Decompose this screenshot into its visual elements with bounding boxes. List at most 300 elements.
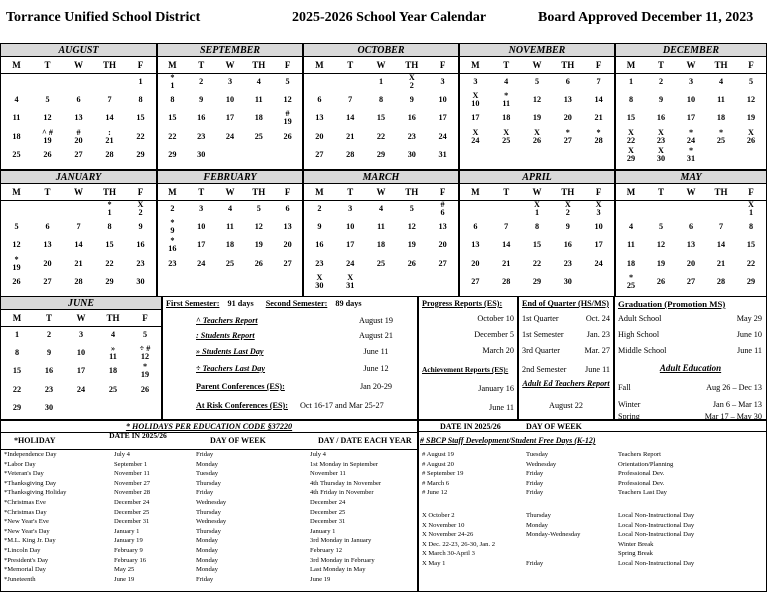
day-cell: 23	[563, 258, 572, 268]
day-cell: 28	[105, 149, 114, 159]
weekday-header: TH	[94, 184, 125, 200]
holiday-cell: Monday	[196, 547, 218, 554]
day-cell: 13	[686, 240, 696, 250]
day-cell: 14	[502, 240, 511, 250]
achievement-title: Achievement Reports (ES):	[422, 365, 509, 374]
page-header	[0, 0, 768, 40]
holiday-cell: Thursday	[196, 508, 221, 516]
day-cell: 24	[594, 258, 603, 268]
day-cell: 5	[256, 204, 261, 214]
day-cell: X 26	[746, 127, 756, 145]
holiday-cell: *Memorial Day	[4, 566, 46, 574]
weekday-header: M	[158, 57, 187, 73]
weekday-header: TH	[396, 184, 427, 200]
day-cell: 12	[407, 222, 416, 232]
day-cell	[616, 200, 646, 218]
day-cell: 30	[563, 276, 572, 286]
day-cell: 15	[12, 366, 22, 376]
quarter-name: 3rd Quarter	[522, 346, 560, 355]
month-january	[0, 170, 157, 297]
day-cell: 8	[628, 95, 634, 105]
weekday-header: W	[522, 184, 553, 200]
graduation-date: June 11	[737, 346, 762, 355]
weekday-header: TH	[244, 184, 273, 200]
day-cell	[583, 273, 614, 291]
staff-cell: Local Non-Instructional Day	[618, 512, 695, 519]
holiday-cell: Thursday	[196, 479, 221, 487]
day-cell: 19	[656, 258, 666, 268]
staff-cell: X October 2	[422, 512, 455, 519]
key-date-value: Jan 20-29	[359, 382, 393, 391]
day-cell: 23	[315, 258, 324, 268]
day-cell: 16	[563, 240, 572, 250]
holiday-cell: Friday	[196, 575, 214, 583]
staff-cell: Friday	[526, 479, 544, 487]
staff-cell: # March 6	[422, 479, 450, 487]
staff-cell: Monday-Wednesday	[526, 531, 581, 539]
staff-cell: Orientation/Planning	[618, 460, 674, 468]
weekday-header: W	[216, 184, 245, 200]
day-cell: 27	[283, 258, 292, 268]
weekday-header: TH	[706, 57, 736, 73]
day-cell: 22	[746, 258, 756, 268]
day-cell: X 3	[595, 200, 602, 218]
day-cell: 5	[658, 222, 664, 232]
day-cell: 20	[471, 258, 480, 268]
holiday-cell: 4th Friday in November	[310, 489, 374, 497]
holiday-cell: Last Monday in May	[310, 566, 366, 574]
day-cell: 6	[317, 95, 322, 105]
second-semester-label: Second Semester:	[265, 299, 328, 308]
day-cell: 10	[686, 95, 696, 105]
holiday-cell: January 1	[114, 527, 140, 535]
holidays-divider	[0, 432, 418, 433]
day-cell: 26	[656, 276, 666, 286]
day-cell	[646, 200, 676, 218]
day-cell: 22	[532, 258, 542, 268]
day-cell: 27	[43, 276, 52, 286]
staff-cell: Winter Break	[618, 540, 654, 548]
day-cell: 8	[534, 222, 540, 232]
holiday-cell: *Christmas Eve	[4, 499, 46, 506]
day-cell: 10	[438, 95, 447, 105]
weekday-header: T	[187, 184, 216, 200]
staff-cell: Teachers Last Day	[618, 489, 667, 497]
month-december	[615, 43, 767, 170]
day-cell: 12	[43, 113, 52, 123]
day-cell: 11	[226, 222, 234, 232]
day-cell: 27	[686, 276, 696, 286]
holiday-cell: Friday	[196, 451, 214, 458]
graduation-school: Middle School	[618, 346, 667, 355]
day-cell: 17	[225, 113, 235, 123]
day-cell: 14	[105, 113, 114, 123]
day-cell	[129, 399, 161, 417]
day-cell: * 9	[170, 218, 175, 236]
weekday-header: TH	[706, 184, 736, 200]
holiday-cell: July 4	[114, 451, 130, 458]
day-cell: 6	[473, 222, 478, 232]
day-cell: 3	[78, 330, 84, 340]
day-cell: 16	[315, 240, 324, 250]
day-cell: 19	[532, 113, 542, 123]
day-cell: 9	[658, 95, 664, 105]
day-cell	[187, 273, 216, 291]
day-cell: 24	[76, 384, 86, 394]
progress-date-3: March 20	[482, 346, 514, 355]
day-cell: 7	[107, 95, 112, 105]
day-cell: X 2	[137, 200, 144, 218]
holiday-cell: Monday	[196, 556, 218, 564]
day-cell: 29	[532, 276, 542, 286]
holiday-cell: *Christmas Day	[4, 508, 47, 516]
day-cell: X 24	[471, 127, 480, 145]
day-cell	[32, 200, 63, 218]
weekday-header: F	[273, 57, 302, 73]
month-october	[303, 43, 459, 170]
weekday-header: T	[646, 57, 676, 73]
month-september	[157, 43, 303, 170]
day-cell: 14	[74, 240, 83, 250]
day-cell	[427, 273, 458, 291]
holiday-cell: *Labor Day	[4, 460, 36, 468]
weekday-header: F	[129, 310, 161, 326]
day-cell: 26	[283, 131, 292, 141]
weekday-header: F	[736, 184, 766, 200]
quarter-name: 1st Quarter	[522, 314, 559, 323]
day-cell: X 30	[656, 145, 666, 163]
holiday-cell: November 11	[114, 470, 150, 478]
day-cell: 2	[317, 204, 322, 214]
day-cell: * 31	[686, 145, 696, 163]
holiday-date-col-header: DATE IN 2025/26	[109, 431, 167, 440]
day-cell: 6	[285, 204, 290, 214]
day-cell: 7	[596, 77, 601, 87]
holiday-cell: Wednesday	[196, 518, 227, 526]
staff-cell: Monday	[526, 521, 548, 529]
day-cell: 1	[14, 330, 20, 340]
staff-cell: Friday	[526, 470, 544, 478]
day-cell: 14	[716, 240, 726, 250]
day-cell: 8	[170, 95, 175, 105]
day-cell: 29	[168, 149, 177, 159]
day-cell: X 29	[626, 145, 636, 163]
day-cell: 9	[138, 222, 143, 232]
day-cell: 25	[376, 258, 386, 268]
day-cell: 5	[748, 77, 754, 87]
day-cell: * 25	[716, 127, 726, 145]
month-june	[0, 296, 162, 420]
graduation-school: High School	[618, 330, 660, 339]
day-cell: 15	[168, 113, 177, 123]
day-cell	[706, 200, 736, 218]
day-cell	[736, 146, 766, 164]
day-cell: 26	[43, 149, 52, 159]
day-cell: 5	[45, 95, 50, 105]
day-cell	[65, 399, 97, 417]
day-cell: * 1	[107, 200, 112, 218]
day-cell	[335, 73, 366, 91]
day-cell: 24	[197, 258, 206, 268]
day-cell: 3	[199, 204, 204, 214]
holiday-cell: November 28	[114, 489, 151, 497]
holiday-cell: Monday	[196, 460, 218, 468]
month-march	[303, 170, 459, 297]
holiday-cell: Wednesday	[196, 499, 227, 506]
day-cell: X 10	[471, 91, 480, 109]
quarter-date: Oct. 24	[585, 314, 610, 323]
weekday-header: T	[187, 57, 216, 73]
day-cell: 22	[12, 384, 22, 394]
weekday-header: T	[335, 57, 366, 73]
day-cell: 4	[227, 204, 233, 214]
holiday-cell: June 19	[310, 575, 331, 583]
holiday-cell: *New Year's Eve	[4, 518, 49, 526]
staff-cell: # June 12	[422, 489, 448, 497]
day-cell	[460, 200, 491, 218]
day-cell: * 1	[170, 73, 175, 91]
day-cell: * 27	[563, 127, 572, 145]
day-cell: 2	[46, 330, 52, 340]
weekday-header: M	[616, 184, 646, 200]
day-cell: 27	[315, 149, 324, 159]
day-cell: 12	[12, 240, 21, 250]
month-november	[459, 43, 615, 170]
key-date-label: ÷ Teachers Last Day	[196, 364, 266, 373]
day-cell	[63, 73, 94, 91]
day-cell: 19	[407, 240, 416, 250]
day-cell: X 26	[532, 127, 542, 145]
day-cell: 6	[688, 222, 694, 232]
day-cell: 4	[504, 77, 509, 87]
day-cell: 16	[44, 366, 54, 376]
day-cell: 29	[136, 149, 145, 159]
day-cell: 22	[105, 258, 114, 268]
day-cell: 17	[594, 240, 603, 250]
staff-cell: # August 19	[422, 451, 454, 458]
day-cell	[216, 273, 245, 291]
weekday-header: T	[491, 57, 522, 73]
day-cell: 23	[136, 258, 145, 268]
day-cell: 15	[376, 113, 386, 123]
day-cell	[706, 146, 736, 164]
weekday-header: M	[304, 57, 335, 73]
holiday-cell: Thursday	[196, 527, 221, 535]
day-cell: 13	[43, 240, 52, 250]
day-cell: 7	[348, 95, 353, 105]
day-cell: 13	[283, 222, 292, 232]
day-cell: 18	[108, 366, 118, 376]
staff-date-col-header: DATE IN 2025/26	[440, 422, 501, 431]
day-cell: 25	[254, 131, 263, 141]
day-cell: 28	[502, 276, 511, 286]
month-may	[615, 170, 767, 297]
day-cell: 7	[504, 222, 509, 232]
staff-title: # SBCP Staff Development/Student Free Days (K-12)	[420, 436, 596, 445]
day-cell: 4	[378, 204, 384, 214]
day-cell: 1	[628, 77, 634, 87]
day-cell	[63, 200, 94, 218]
day-cell: 19	[254, 240, 263, 250]
day-cell: 18	[502, 113, 511, 123]
day-cell: X 2	[408, 73, 415, 91]
day-cell: # 19	[283, 109, 292, 127]
day-cell: 13	[438, 222, 447, 232]
day-cell: 4	[14, 95, 19, 105]
month-title: OCTOBER	[304, 44, 458, 57]
graduation-date: May 29	[736, 314, 762, 323]
achievement-date-2: June 11	[489, 403, 514, 412]
weekday-header: TH	[552, 184, 583, 200]
month-title: AUGUST	[1, 44, 156, 57]
holiday-cell: June 19	[114, 575, 135, 583]
day-cell	[491, 146, 522, 164]
day-cell: X 30	[315, 272, 324, 290]
weekday-header: TH	[552, 57, 583, 73]
staff-cell: X November 10	[422, 521, 465, 529]
day-cell: 18	[12, 131, 21, 141]
holiday-cell: February 12	[310, 547, 343, 554]
key-date-label: : Students Report	[196, 331, 255, 340]
holiday-cell: *Independence Day	[4, 451, 57, 458]
quarter-date: June 11	[585, 365, 610, 374]
day-cell: 30	[44, 402, 54, 412]
day-cell: 6	[45, 222, 50, 232]
weekday-header: T	[335, 184, 366, 200]
day-cell: 12	[656, 240, 666, 250]
day-cell: 17	[686, 113, 696, 123]
day-cell: 13	[74, 113, 83, 123]
weekday-header: F	[273, 184, 302, 200]
staff-cell: Thursday	[526, 512, 551, 519]
day-cell	[244, 273, 273, 291]
progress-title: Progress Reports (ES):	[422, 299, 503, 308]
staff-cell: Professional Dev.	[618, 479, 665, 487]
key-date-value: August 19	[359, 316, 393, 325]
day-cell: 14	[346, 113, 355, 123]
staff-cell: Wednesday	[526, 460, 557, 468]
day-cell: 11	[717, 95, 725, 105]
holiday-each-col-header: DAY / DATE EACH YEAR	[318, 436, 412, 445]
weekday-header: F	[125, 184, 156, 200]
day-cell: 15	[626, 113, 636, 123]
staff-dow-col-header: DAY OF WEEK	[526, 422, 582, 431]
staff-divider	[418, 431, 767, 432]
day-cell	[491, 200, 522, 218]
day-cell: 2	[170, 204, 175, 214]
day-cell: 5	[14, 222, 19, 232]
holiday-cell: December 31	[114, 518, 150, 526]
day-cell: 5	[285, 77, 290, 87]
month-title: NOVEMBER	[460, 44, 614, 57]
weekday-header: F	[736, 57, 766, 73]
holiday-cell: *M.L. King Jr. Day	[4, 537, 56, 545]
staff-cell: X November 24-26	[422, 531, 474, 539]
day-cell: 2	[199, 77, 204, 87]
holiday-cell: *New Year's Day	[4, 527, 50, 535]
holiday-cell: Monday	[196, 566, 218, 574]
day-cell: 20	[563, 113, 572, 123]
day-cell: 12	[283, 95, 292, 105]
day-cell: 21	[74, 258, 83, 268]
day-cell: 20	[315, 131, 324, 141]
day-cell: 18	[626, 258, 636, 268]
holiday-cell: 3rd Monday in January	[310, 537, 372, 545]
day-cell: 9	[46, 348, 52, 358]
day-cell: 23	[407, 131, 416, 141]
second-semester-days: 89 days	[335, 299, 362, 308]
weekday-header: W	[63, 57, 94, 73]
day-cell: 3	[688, 77, 694, 87]
day-cell: 14	[594, 95, 603, 105]
staff-cell: # September 19	[422, 470, 464, 478]
day-cell: » 11	[109, 344, 117, 362]
day-cell: 17	[438, 113, 447, 123]
day-cell: 30	[407, 149, 416, 159]
day-cell	[366, 273, 397, 291]
day-cell: 3	[227, 77, 233, 87]
weekday-header: TH	[396, 57, 427, 73]
calendar-title: 2025-2026 School Year Calendar	[292, 10, 487, 25]
day-cell: 1	[378, 77, 384, 87]
day-cell: 25	[108, 384, 118, 394]
holiday-cell: May 25	[114, 566, 135, 574]
weekday-header: M	[158, 184, 187, 200]
holiday-cell: January 19	[114, 537, 143, 545]
day-cell: 29	[746, 276, 756, 286]
holiday-cell: December 31	[310, 518, 346, 526]
staff-cell: Friday	[526, 560, 544, 567]
semester-days	[166, 299, 362, 308]
day-cell: X 31	[346, 272, 355, 290]
weekday-header: T	[646, 184, 676, 200]
day-cell: 16	[197, 113, 206, 123]
weekday-header: F	[583, 57, 614, 73]
day-cell: 25	[225, 258, 235, 268]
day-cell: 20	[43, 258, 52, 268]
day-cell: X 2	[564, 200, 571, 218]
holiday-cell: 3rd Monday in February	[310, 556, 375, 564]
day-cell: 26	[12, 276, 21, 286]
approval-date: Board Approved December 11, 2023	[538, 10, 754, 25]
day-cell: 16	[136, 240, 145, 250]
day-cell: 8	[14, 348, 20, 358]
graduation-date: June 10	[736, 330, 762, 339]
weekday-header: W	[63, 184, 94, 200]
day-cell: 12	[254, 222, 263, 232]
key-date-label: ^ Teachers Report	[196, 316, 258, 325]
day-cell: 17	[346, 240, 355, 250]
weekday-header: M	[1, 184, 32, 200]
day-cell: 2	[658, 77, 664, 87]
day-cell: 15	[105, 240, 114, 250]
quarter-date: Jan. 23	[586, 330, 610, 339]
weekday-header: M	[1, 310, 33, 326]
day-cell: 17	[76, 366, 86, 376]
day-cell: 26	[407, 258, 416, 268]
day-cell: 30	[136, 276, 145, 286]
holiday-cell: November 11	[310, 470, 346, 478]
weekday-header: M	[460, 184, 491, 200]
day-cell: 5	[142, 330, 148, 340]
day-cell: 24	[346, 258, 355, 268]
staff-cell: Local Non-Instructional Day	[618, 531, 695, 539]
quarter-name: 1st Semester	[522, 330, 564, 339]
graduation-title: Graduation (Promotion MS)	[618, 299, 726, 309]
day-cell: 18	[254, 113, 263, 123]
day-cell: 26	[254, 258, 263, 268]
day-cell: 4	[256, 77, 261, 87]
